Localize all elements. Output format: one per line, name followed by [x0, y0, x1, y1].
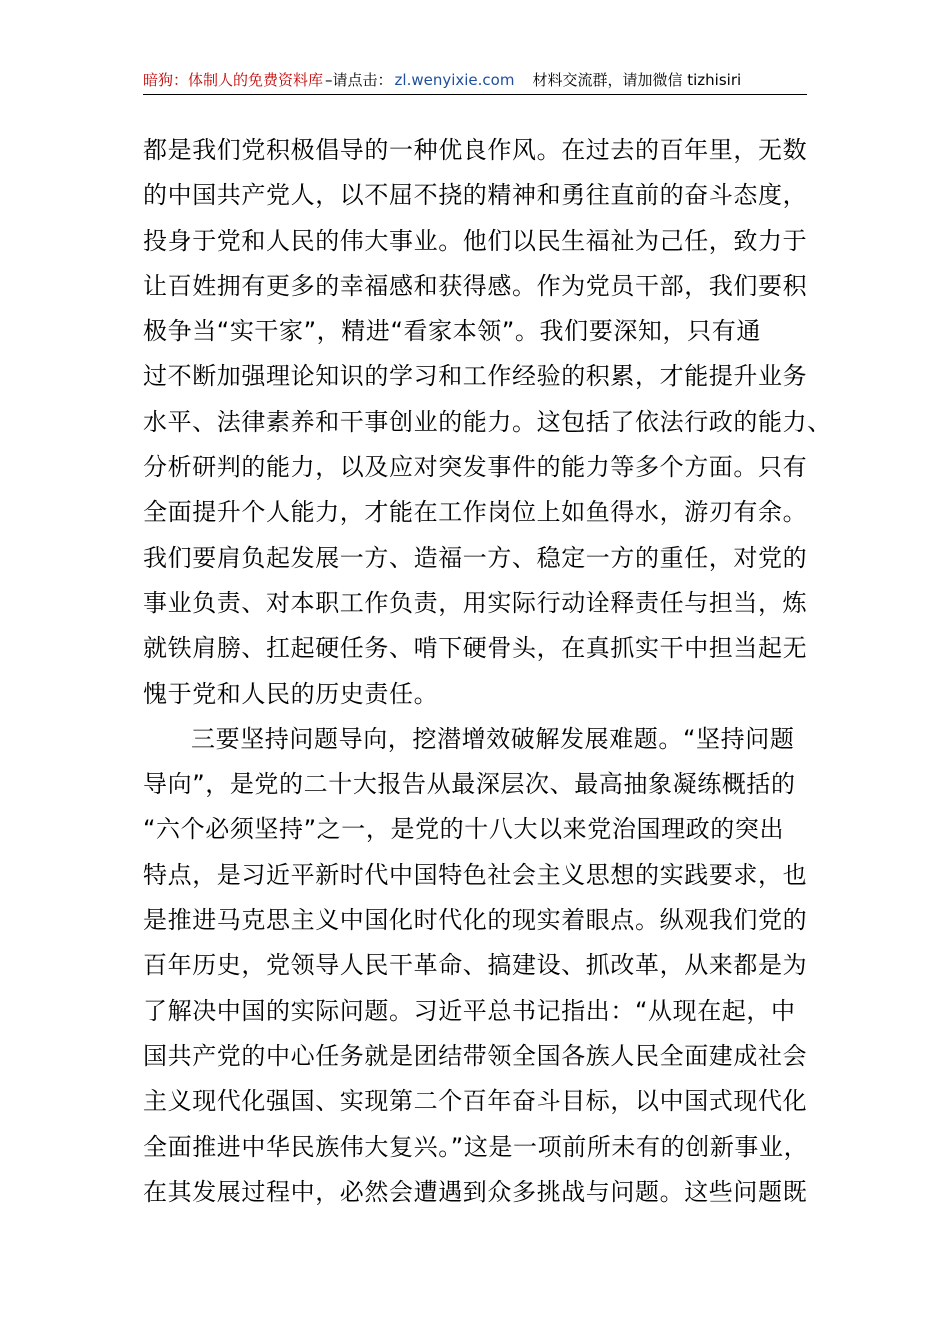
text-line: 百年历史，党领导人民干革命、搞建设、抓改革，从来都是为	[143, 951, 808, 980]
text-line: 了解决中国的实际问题。习近平总书记指出：“从现在起，中	[143, 996, 796, 1025]
text-line: 我们要肩负起发展一方、造福一方、稳定一方的重任，对党的	[143, 543, 808, 572]
text-line: 极争当“实干家”，精进“看家本领”。我们要深知，只有通	[143, 317, 761, 346]
text-line: 事业负责、对本职工作负责，用实际行动诠释责任与担当，炼	[143, 588, 808, 617]
text-line: 全面推进中华民族伟大复兴。”这是一项前所未有的创新事业，	[143, 1132, 809, 1161]
page-header	[143, 66, 807, 95]
header-prompt: –请点击：	[325, 71, 393, 89]
text-line: 特点，是习近平新时代中国特色社会主义思想的实践要求，也	[143, 860, 808, 889]
text-line: 让百姓拥有更多的幸福感和获得感。作为党员干部，我们要积	[143, 271, 808, 300]
text-line: “六个必须坚持”之一，是党的十八大以来党治国理政的突出	[143, 815, 785, 844]
text-line: 主义现代化强国、实现第二个百年奋斗目标，以中国式现代化	[143, 1087, 808, 1116]
document-body	[143, 128, 832, 1215]
paragraph-start-line: 三要坚持问题导向，挖潜增效破解发展难题。“坚持问题	[191, 724, 795, 753]
text-line: 分析研判的能力，以及应对突发事件的能力等多个方面。只有	[143, 453, 808, 482]
text-line: 水平、法律素养和干事创业的能力。这包括了依法行政的能力、	[143, 407, 832, 436]
text-line: 在其发展过程中，必然会遭遇到众多挑战与问题。这些问题既	[143, 1177, 808, 1206]
text-line: 全面提升个人能力，才能在工作岗位上如鱼得水，游刃有余。	[143, 498, 808, 527]
header-url-link[interactable]: zl.wenyixie.com	[394, 71, 515, 89]
text-line: 的中国共产党人，以不屈不挠的精神和勇往直前的奋斗态度，	[143, 181, 808, 210]
text-line: 是推进马克思主义中国化时代化的现实着眼点。纵观我们党的	[143, 906, 808, 935]
text-line: 过不断加强理论知识的学习和工作经验的积累，才能提升业务	[143, 362, 808, 391]
text-line: 导向”，是党的二十大报告从最深层次、最高抽象凝练概括的	[143, 770, 796, 799]
text-line: 投身于党和人民的伟大事业。他们以民生福祉为己任，致力于	[143, 226, 808, 255]
text-line: 就铁肩膀、扛起硬任务、啃下硬骨头，在真抓实干中担当起无	[143, 634, 808, 663]
header-brand: 暗狗：体制人的免费资料库	[143, 71, 324, 89]
text-line: 愧于党和人民的历史责任。	[143, 679, 439, 708]
header-group-info: 材料交流群，请加微信 tizhisiri	[532, 71, 742, 89]
text-line: 国共产党的中心任务就是团结带领全国各族人民全面建成社会	[143, 1041, 808, 1070]
text-line: 都是我们党积极倡导的一种优良作风。在过去的百年里，无数	[143, 136, 808, 164]
